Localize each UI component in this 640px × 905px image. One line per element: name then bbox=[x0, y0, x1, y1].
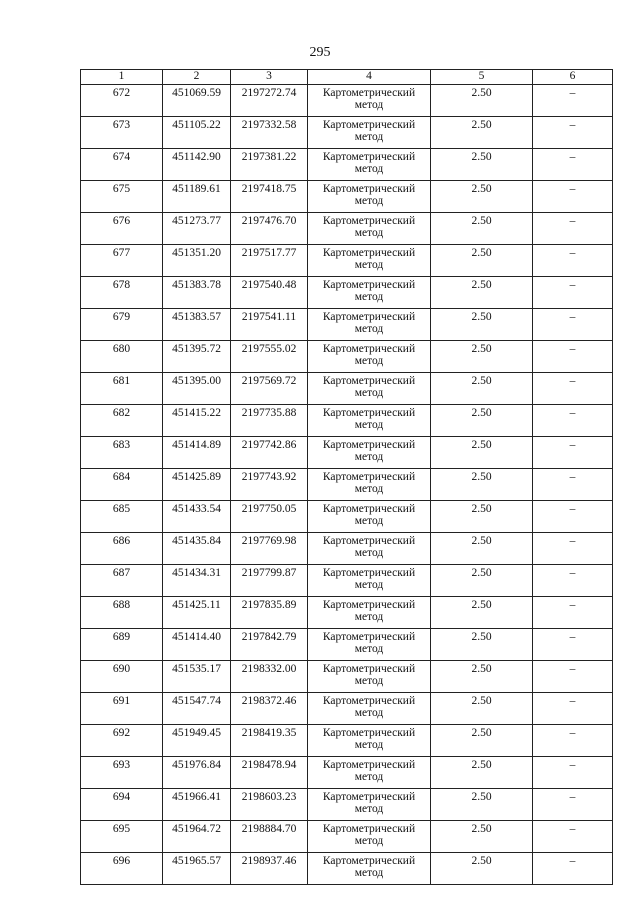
coordinates-table bbox=[80, 69, 613, 885]
accuracy-cell: 2.50 bbox=[431, 693, 533, 725]
method-cell: Картометрический метод bbox=[308, 725, 431, 757]
table-row bbox=[81, 373, 613, 405]
point-number-cell: 688 bbox=[81, 597, 163, 629]
y-coordinate-cell: 2197272.74 bbox=[231, 85, 308, 117]
method-cell: Картометрический метод bbox=[308, 341, 431, 373]
table-row bbox=[81, 725, 613, 757]
note-cell: – bbox=[533, 597, 613, 629]
table-row bbox=[81, 853, 613, 885]
x-coordinate-cell: 451395.00 bbox=[163, 373, 231, 405]
accuracy-cell: 2.50 bbox=[431, 597, 533, 629]
accuracy-cell: 2.50 bbox=[431, 405, 533, 437]
y-coordinate-cell: 2198884.70 bbox=[231, 821, 308, 853]
note-cell: – bbox=[533, 501, 613, 533]
column-header-3: 3 bbox=[231, 70, 308, 85]
y-coordinate-cell: 2197332.58 bbox=[231, 117, 308, 149]
accuracy-cell: 2.50 bbox=[431, 757, 533, 789]
point-number-cell: 672 bbox=[81, 85, 163, 117]
accuracy-cell: 2.50 bbox=[431, 309, 533, 341]
y-coordinate-cell: 2197799.87 bbox=[231, 565, 308, 597]
note-cell: – bbox=[533, 437, 613, 469]
method-cell: Картометрический метод bbox=[308, 661, 431, 693]
x-coordinate-cell: 451105.22 bbox=[163, 117, 231, 149]
point-number-cell: 675 bbox=[81, 181, 163, 213]
point-number-cell: 681 bbox=[81, 373, 163, 405]
y-coordinate-cell: 2197769.98 bbox=[231, 533, 308, 565]
accuracy-cell: 2.50 bbox=[431, 789, 533, 821]
table-row bbox=[81, 117, 613, 149]
x-coordinate-cell: 451414.89 bbox=[163, 437, 231, 469]
note-cell: – bbox=[533, 277, 613, 309]
method-cell: Картометрический метод bbox=[308, 85, 431, 117]
point-number-cell: 682 bbox=[81, 405, 163, 437]
note-cell: – bbox=[533, 309, 613, 341]
accuracy-cell: 2.50 bbox=[431, 565, 533, 597]
note-cell: – bbox=[533, 341, 613, 373]
x-coordinate-cell: 451964.72 bbox=[163, 821, 231, 853]
method-cell: Картометрический метод bbox=[308, 789, 431, 821]
note-cell: – bbox=[533, 373, 613, 405]
method-cell: Картометрический метод bbox=[308, 597, 431, 629]
point-number-cell: 691 bbox=[81, 693, 163, 725]
note-cell: – bbox=[533, 245, 613, 277]
accuracy-cell: 2.50 bbox=[431, 373, 533, 405]
accuracy-cell: 2.50 bbox=[431, 533, 533, 565]
table-row bbox=[81, 277, 613, 309]
note-cell: – bbox=[533, 149, 613, 181]
note-cell: – bbox=[533, 565, 613, 597]
table-row bbox=[81, 245, 613, 277]
accuracy-cell: 2.50 bbox=[431, 821, 533, 853]
y-coordinate-cell: 2198603.23 bbox=[231, 789, 308, 821]
accuracy-cell: 2.50 bbox=[431, 341, 533, 373]
note-cell: – bbox=[533, 533, 613, 565]
x-coordinate-cell: 451976.84 bbox=[163, 757, 231, 789]
table-row bbox=[81, 661, 613, 693]
point-number-cell: 694 bbox=[81, 789, 163, 821]
x-coordinate-cell: 451069.59 bbox=[163, 85, 231, 117]
point-number-cell: 693 bbox=[81, 757, 163, 789]
x-coordinate-cell: 451395.72 bbox=[163, 341, 231, 373]
point-number-cell: 689 bbox=[81, 629, 163, 661]
note-cell: – bbox=[533, 853, 613, 885]
point-number-cell: 695 bbox=[81, 821, 163, 853]
y-coordinate-cell: 2197743.92 bbox=[231, 469, 308, 501]
x-coordinate-cell: 451949.45 bbox=[163, 725, 231, 757]
note-cell: – bbox=[533, 181, 613, 213]
table-row bbox=[81, 565, 613, 597]
accuracy-cell: 2.50 bbox=[431, 661, 533, 693]
point-number-cell: 673 bbox=[81, 117, 163, 149]
y-coordinate-cell: 2197476.70 bbox=[231, 213, 308, 245]
point-number-cell: 692 bbox=[81, 725, 163, 757]
column-header-4: 4 bbox=[308, 70, 431, 85]
point-number-cell: 676 bbox=[81, 213, 163, 245]
method-cell: Картометрический метод bbox=[308, 853, 431, 885]
y-coordinate-cell: 2198372.46 bbox=[231, 693, 308, 725]
y-coordinate-cell: 2198478.94 bbox=[231, 757, 308, 789]
method-cell: Картометрический метод bbox=[308, 149, 431, 181]
accuracy-cell: 2.50 bbox=[431, 725, 533, 757]
method-cell: Картометрический метод bbox=[308, 469, 431, 501]
y-coordinate-cell: 2197750.05 bbox=[231, 501, 308, 533]
note-cell: – bbox=[533, 757, 613, 789]
column-header-2: 2 bbox=[163, 70, 231, 85]
point-number-cell: 684 bbox=[81, 469, 163, 501]
table-row bbox=[81, 629, 613, 661]
x-coordinate-cell: 451535.17 bbox=[163, 661, 231, 693]
table-header bbox=[81, 70, 613, 85]
method-cell: Картометрический метод bbox=[308, 373, 431, 405]
method-cell: Картометрический метод bbox=[308, 213, 431, 245]
x-coordinate-cell: 451425.11 bbox=[163, 597, 231, 629]
x-coordinate-cell: 451433.54 bbox=[163, 501, 231, 533]
x-coordinate-cell: 451383.78 bbox=[163, 277, 231, 309]
y-coordinate-cell: 2197418.75 bbox=[231, 181, 308, 213]
table-body bbox=[81, 85, 613, 885]
note-cell: – bbox=[533, 725, 613, 757]
table-row bbox=[81, 693, 613, 725]
y-coordinate-cell: 2197517.77 bbox=[231, 245, 308, 277]
method-cell: Картометрический метод bbox=[308, 565, 431, 597]
point-number-cell: 685 bbox=[81, 501, 163, 533]
table-row bbox=[81, 85, 613, 117]
point-number-cell: 680 bbox=[81, 341, 163, 373]
point-number-cell: 677 bbox=[81, 245, 163, 277]
x-coordinate-cell: 451351.20 bbox=[163, 245, 231, 277]
table-row bbox=[81, 181, 613, 213]
column-header-1: 1 bbox=[81, 70, 163, 85]
x-coordinate-cell: 451414.40 bbox=[163, 629, 231, 661]
point-number-cell: 687 bbox=[81, 565, 163, 597]
note-cell: – bbox=[533, 405, 613, 437]
x-coordinate-cell: 451383.57 bbox=[163, 309, 231, 341]
point-number-cell: 690 bbox=[81, 661, 163, 693]
table-row bbox=[81, 533, 613, 565]
y-coordinate-cell: 2197742.86 bbox=[231, 437, 308, 469]
note-cell: – bbox=[533, 629, 613, 661]
x-coordinate-cell: 451434.31 bbox=[163, 565, 231, 597]
accuracy-cell: 2.50 bbox=[431, 213, 533, 245]
method-cell: Картометрический метод bbox=[308, 693, 431, 725]
y-coordinate-cell: 2197735.88 bbox=[231, 405, 308, 437]
table-row bbox=[81, 341, 613, 373]
accuracy-cell: 2.50 bbox=[431, 277, 533, 309]
x-coordinate-cell: 451425.89 bbox=[163, 469, 231, 501]
header-row bbox=[81, 70, 613, 85]
note-cell: – bbox=[533, 661, 613, 693]
point-number-cell: 696 bbox=[81, 853, 163, 885]
x-coordinate-cell: 451142.90 bbox=[163, 149, 231, 181]
point-number-cell: 678 bbox=[81, 277, 163, 309]
method-cell: Картометрический метод bbox=[308, 117, 431, 149]
table-row bbox=[81, 149, 613, 181]
point-number-cell: 679 bbox=[81, 309, 163, 341]
y-coordinate-cell: 2198332.00 bbox=[231, 661, 308, 693]
x-coordinate-cell: 451189.61 bbox=[163, 181, 231, 213]
accuracy-cell: 2.50 bbox=[431, 853, 533, 885]
x-coordinate-cell: 451965.57 bbox=[163, 853, 231, 885]
column-header-6: 6 bbox=[533, 70, 613, 85]
accuracy-cell: 2.50 bbox=[431, 181, 533, 213]
note-cell: – bbox=[533, 469, 613, 501]
y-coordinate-cell: 2197381.22 bbox=[231, 149, 308, 181]
accuracy-cell: 2.50 bbox=[431, 117, 533, 149]
note-cell: – bbox=[533, 117, 613, 149]
note-cell: – bbox=[533, 821, 613, 853]
x-coordinate-cell: 451547.74 bbox=[163, 693, 231, 725]
column-header-5: 5 bbox=[431, 70, 533, 85]
y-coordinate-cell: 2197842.79 bbox=[231, 629, 308, 661]
accuracy-cell: 2.50 bbox=[431, 85, 533, 117]
x-coordinate-cell: 451415.22 bbox=[163, 405, 231, 437]
x-coordinate-cell: 451273.77 bbox=[163, 213, 231, 245]
table-row bbox=[81, 821, 613, 853]
table-row bbox=[81, 437, 613, 469]
method-cell: Картометрический метод bbox=[308, 533, 431, 565]
table-row bbox=[81, 469, 613, 501]
accuracy-cell: 2.50 bbox=[431, 245, 533, 277]
method-cell: Картометрический метод bbox=[308, 757, 431, 789]
table-row bbox=[81, 789, 613, 821]
note-cell: – bbox=[533, 85, 613, 117]
accuracy-cell: 2.50 bbox=[431, 629, 533, 661]
method-cell: Картометрический метод bbox=[308, 437, 431, 469]
y-coordinate-cell: 2197540.48 bbox=[231, 277, 308, 309]
point-number-cell: 674 bbox=[81, 149, 163, 181]
table-row bbox=[81, 309, 613, 341]
x-coordinate-cell: 451435.84 bbox=[163, 533, 231, 565]
accuracy-cell: 2.50 bbox=[431, 501, 533, 533]
y-coordinate-cell: 2197541.11 bbox=[231, 309, 308, 341]
note-cell: – bbox=[533, 789, 613, 821]
y-coordinate-cell: 2197555.02 bbox=[231, 341, 308, 373]
accuracy-cell: 2.50 bbox=[431, 437, 533, 469]
table-row bbox=[81, 405, 613, 437]
table-row bbox=[81, 757, 613, 789]
point-number-cell: 683 bbox=[81, 437, 163, 469]
y-coordinate-cell: 2197569.72 bbox=[231, 373, 308, 405]
accuracy-cell: 2.50 bbox=[431, 149, 533, 181]
note-cell: – bbox=[533, 693, 613, 725]
method-cell: Картометрический метод bbox=[308, 629, 431, 661]
point-number-cell: 686 bbox=[81, 533, 163, 565]
method-cell: Картометрический метод bbox=[308, 309, 431, 341]
method-cell: Картометрический метод bbox=[308, 277, 431, 309]
x-coordinate-cell: 451966.41 bbox=[163, 789, 231, 821]
method-cell: Картометрический метод bbox=[308, 405, 431, 437]
table-row bbox=[81, 501, 613, 533]
method-cell: Картометрический метод bbox=[308, 501, 431, 533]
page-number: 295 bbox=[309, 45, 331, 60]
table-row bbox=[81, 213, 613, 245]
method-cell: Картометрический метод bbox=[308, 245, 431, 277]
note-cell: – bbox=[533, 213, 613, 245]
method-cell: Картометрический метод bbox=[308, 181, 431, 213]
accuracy-cell: 2.50 bbox=[431, 469, 533, 501]
y-coordinate-cell: 2197835.89 bbox=[231, 597, 308, 629]
y-coordinate-cell: 2198419.35 bbox=[231, 725, 308, 757]
method-cell: Картометрический метод bbox=[308, 821, 431, 853]
y-coordinate-cell: 2198937.46 bbox=[231, 853, 308, 885]
table-row bbox=[81, 597, 613, 629]
